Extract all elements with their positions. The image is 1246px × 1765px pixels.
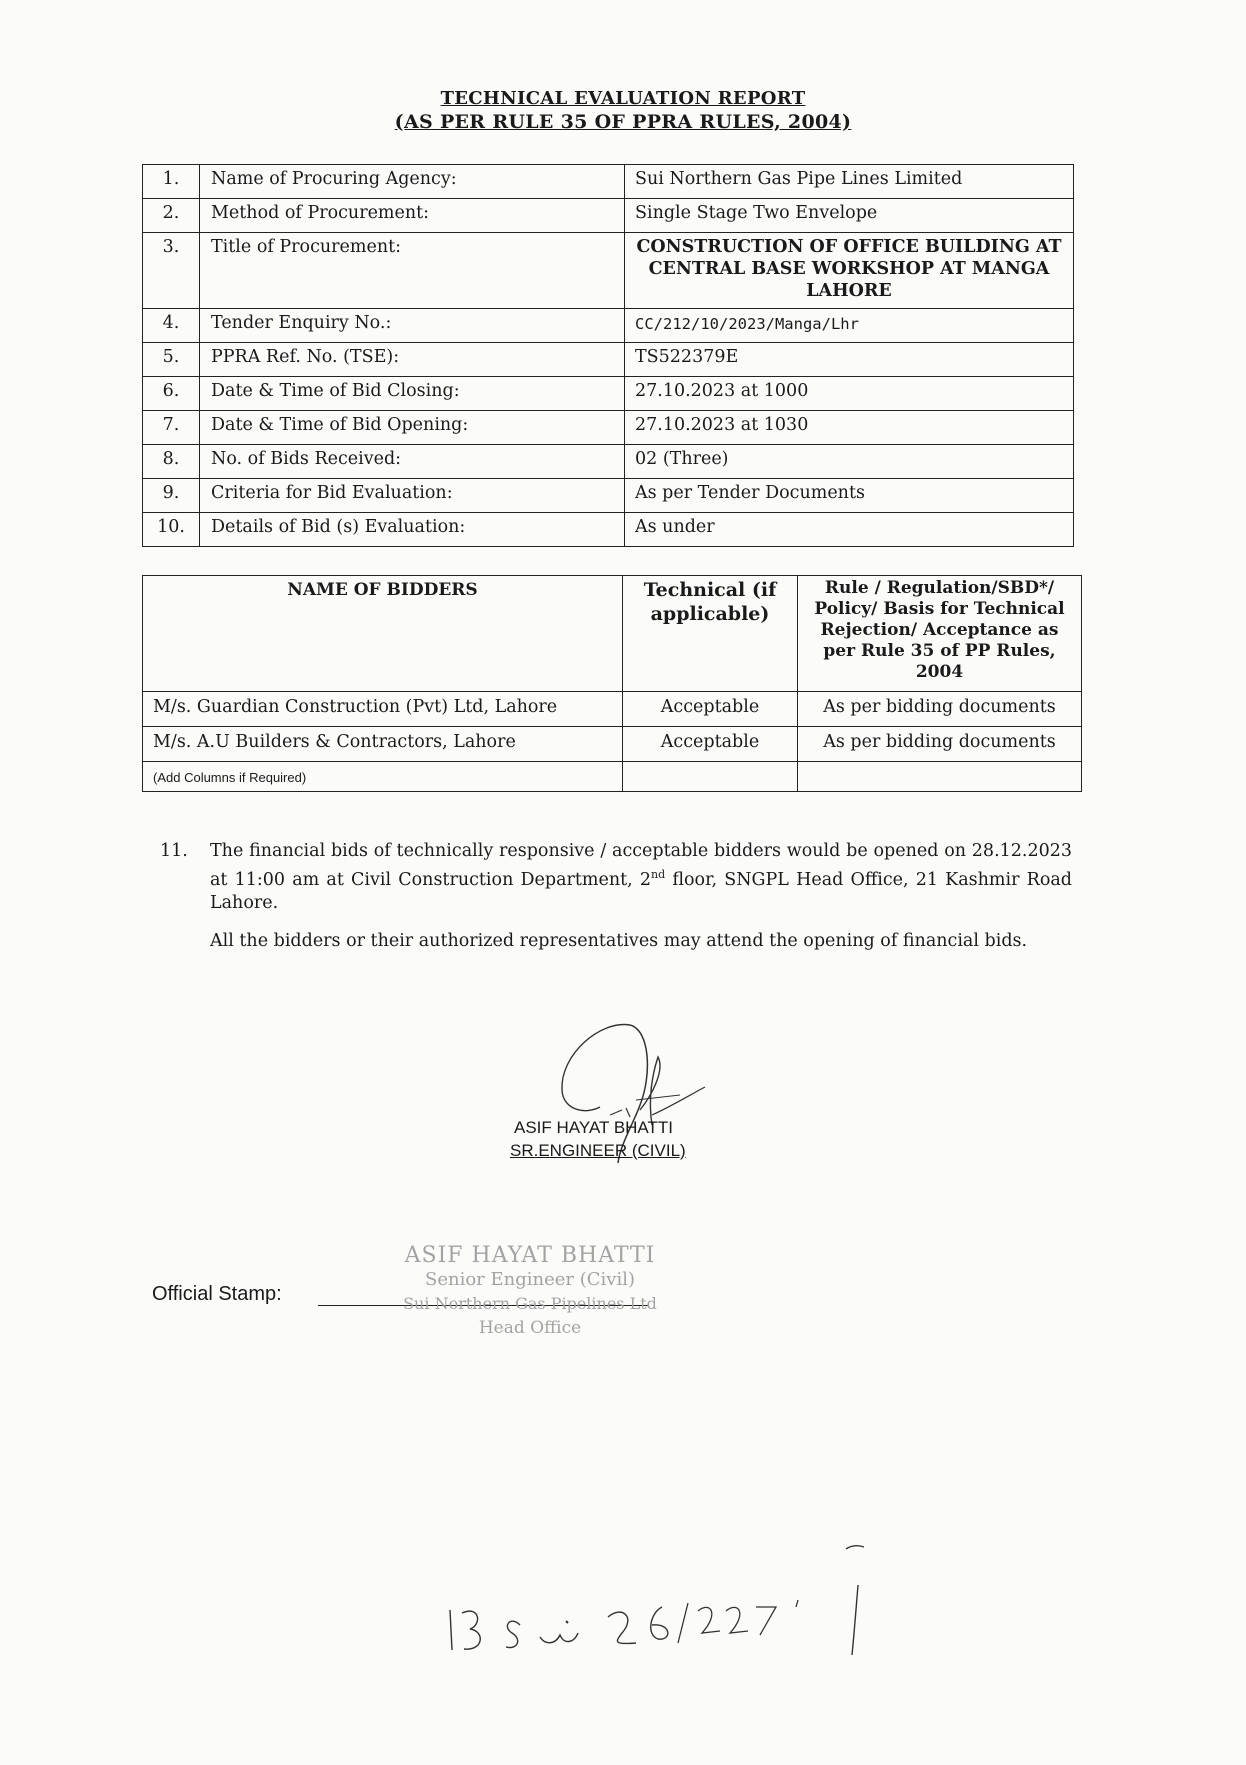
handwritten-note [440,1555,880,1665]
stamp-line: Sui Northern Gas Pipelines Ltd [403,1294,657,1313]
bidder-basis: As per bidding documents [798,692,1082,727]
row-label: Title of Procurement: [200,233,625,309]
row-number: 5. [143,343,200,377]
row-value: Single Stage Two Envelope [625,199,1074,233]
row-value: As under [625,513,1074,547]
empty-cell [623,762,798,792]
row-number: 1. [143,165,200,199]
empty-cell [798,762,1082,792]
bidder-technical-status: Acceptable [623,727,798,762]
row-number: 10. [143,513,200,547]
official-stamp [370,1244,690,1340]
paragraph-11 [210,840,1072,915]
bidder-technical-status: Acceptable [623,692,798,727]
paragraph-11-number: 11. [160,841,188,861]
row-value: TS522379E [625,343,1074,377]
signatory-designation: SR.ENGINEER (CIVIL) [510,1141,686,1160]
header-bidder-name: NAME OF BIDDERS [143,576,623,692]
row-label: Date & Time of Bid Opening: [200,411,625,445]
stamp-line: Head Office [478,1318,582,1338]
header-rule-basis: Rule / Regulation/SBD*/ Policy/ Basis for Technical Rejection/ Acceptance as per Rule 35 of PP Rules, 2004 [798,576,1082,692]
official-stamp-label: Official Stamp: [152,1283,282,1305]
paragraph-11-text-a: The financial bids of technically responsive / acceptable bidders would be opened on 28.12.2023 at 11:00 am at Civil Construction Department, 2 [210,841,1072,890]
report-subtitle: (AS PER RULE 35 OF PPRA RULES, 2004) [394,111,852,133]
ordinal-suffix: nd [651,868,666,881]
row-number: 4. [143,309,200,343]
row-label: Details of Bid (s) Evaluation: [200,513,625,547]
bidders-table [142,575,1082,792]
details-row [143,377,1074,411]
procurement-details-table [142,164,1074,547]
row-value: 27.10.2023 at 1000 [625,377,1074,411]
bidder-name: M/s. A.U Builders & Contractors, Lahore [143,727,623,762]
procurement-title-value: CONSTRUCTION OF OFFICE BUILDING AT CENTRAL BASE WORKSHOP AT MANGA LAHORE [625,233,1074,309]
stamp-line: ASIF HAYAT BHATTI [404,1243,656,1268]
details-row [143,411,1074,445]
row-value: CC/212/10/2023/Manga/Lhr [625,309,1074,343]
paragraph-12: All the bidders or their authorized representatives may attend the opening of financial bids. [210,931,1028,951]
row-label: Tender Enquiry No.: [200,309,625,343]
report-title: TECHNICAL EVALUATION REPORT [440,88,806,109]
row-label: No. of Bids Received: [200,445,625,479]
bidder-row [143,692,1082,727]
details-row [143,445,1074,479]
details-row [143,309,1074,343]
add-columns-row [143,762,1082,792]
row-value: Sui Northern Gas Pipe Lines Limited [625,165,1074,199]
add-columns-note: (Add Columns if Required) [143,762,623,792]
bidder-basis: As per bidding documents [798,727,1082,762]
details-row [143,513,1074,547]
details-row [143,479,1074,513]
details-row [143,343,1074,377]
details-row [143,233,1074,309]
row-number: 7. [143,411,200,445]
signatory-name: ASIF HAYAT BHATTI [514,1118,674,1137]
row-number: 8. [143,445,200,479]
row-label: Criteria for Bid Evaluation: [200,479,625,513]
row-number: 9. [143,479,200,513]
details-row [143,199,1074,233]
row-number: 2. [143,199,200,233]
row-label: Method of Procurement: [200,199,625,233]
bidder-row [143,727,1082,762]
header-technical: Technical (if applicable) [623,576,798,692]
details-row [143,165,1074,199]
row-number: 3. [143,233,200,309]
row-number: 6. [143,377,200,411]
row-label: Name of Procuring Agency: [200,165,625,199]
row-label: Date & Time of Bid Closing: [200,377,625,411]
row-value: 02 (Three) [625,445,1074,479]
paragraph-11-text-b: floor, SNGPL Head Office, 21 Kashmir Road Lahore. [210,869,1072,913]
row-value: As per Tender Documents [625,479,1074,513]
row-label: PPRA Ref. No. (TSE): [200,343,625,377]
row-value: 27.10.2023 at 1030 [625,411,1074,445]
stamp-line: Senior Engineer (Civil) [425,1269,635,1290]
bidders-header-row [143,576,1082,692]
bidder-name: M/s. Guardian Construction (Pvt) Ltd, Lahore [143,692,623,727]
